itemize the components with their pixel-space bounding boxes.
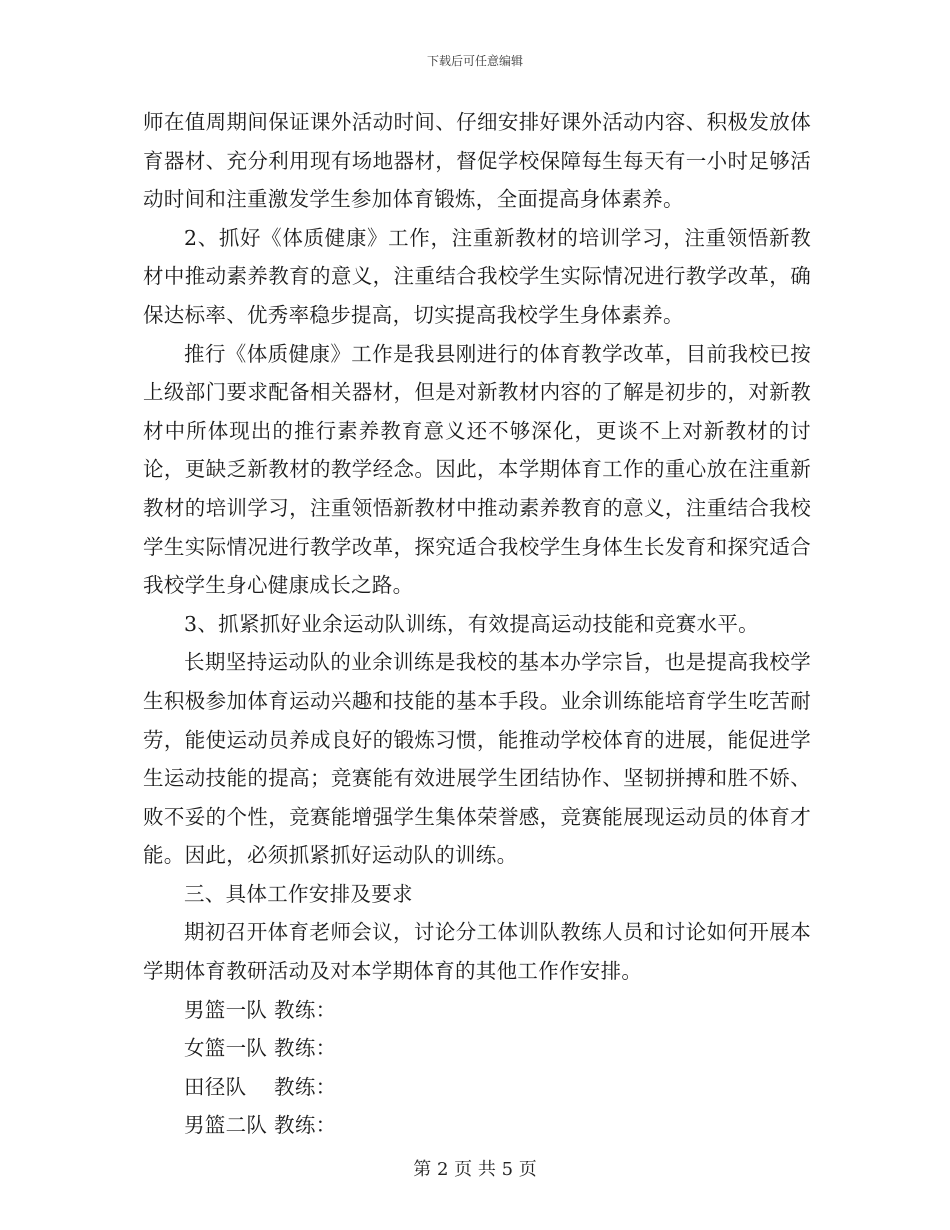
coach-line-boys-basketball-2: 男篮二队 教练：: [184, 1113, 337, 1138]
section-heading-3: 三、具体工作安排及要求: [184, 881, 413, 906]
coach-line-track-and-field: 田径队 教练：: [184, 1074, 337, 1099]
page-header: 下载后可任意编辑: [426, 54, 523, 68]
paragraph-continuation: 师在值周期间保证课外活动时间、仔细安排好课外活动内容、积极发放体育器材、充分利用现有场地器材，督促学校保障每生每天有一小时足够活动时间和注重激发学生参加体育锻炼，全面提高身体素养。: [143, 110, 811, 212]
paragraph-item-3: 3、抓紧抓好业余运动队训练，有效提高运动技能和竞赛水平。: [184, 611, 759, 636]
coach-line-girls-basketball-1: 女篮一队 教练：: [184, 1036, 337, 1061]
paragraph-physical-health: 推行《体质健康》工作是我县刚进行的体育教学改革，目前我校已按上级部门要求配备相关器材，但是对新教材内容的了解是初步的，对新教材中所体现出的推行素养教育意义还不够深化，更谈不上对新教材的讨论，更缺乏新教材的教学经念。因此，本学期体育工作的重心放在注重新教材的培训学习，注重领悟新教材中推动素养教育的意义，注重结合我校学生实际情况进行教学改革，探究适合我校学生身体生长发育和探究适合我校学生身心健康成长之路。: [143, 341, 811, 598]
paragraph-meeting: 期初召开体育老师会议，讨论分工体训队教练人员和讨论如何开展本学期体育教研活动及对本学期体育的其他工作作安排。: [143, 920, 811, 984]
page-number: 第 2 页 共 5 页: [413, 1159, 537, 1180]
paragraph-item-2: 2、抓好《体质健康》工作，注重新教材的培训学习，注重领悟新教材中推动素养教育的意义，注重结合我校学生实际情况进行教学改革，确保达标率、优秀率稳步提高，切实提高我校学生身体素养。: [143, 225, 811, 327]
document-body: [143, 103, 811, 1145]
coach-line-boys-basketball-1: 男篮一队 教练：: [184, 997, 337, 1022]
paragraph-team-training: 长期坚持运动队的业余训练是我校的基本办学宗旨，也是提高我校学生积极参加体育运动兴趣和技能的基本手段。业余训练能培育学生吃苦耐劳，能使运动员养成良好的锻炼习惯，能推动学校体育的进展，能促进学生运动技能的提高；竞赛能有效进展学生团结协作、坚韧拼搏和胜不娇、败不妥的个性，竞赛能增强学生集体荣誉感，竞赛能展现运动员的体育才能。因此，必须抓紧抓好运动队的训练。: [143, 650, 811, 868]
